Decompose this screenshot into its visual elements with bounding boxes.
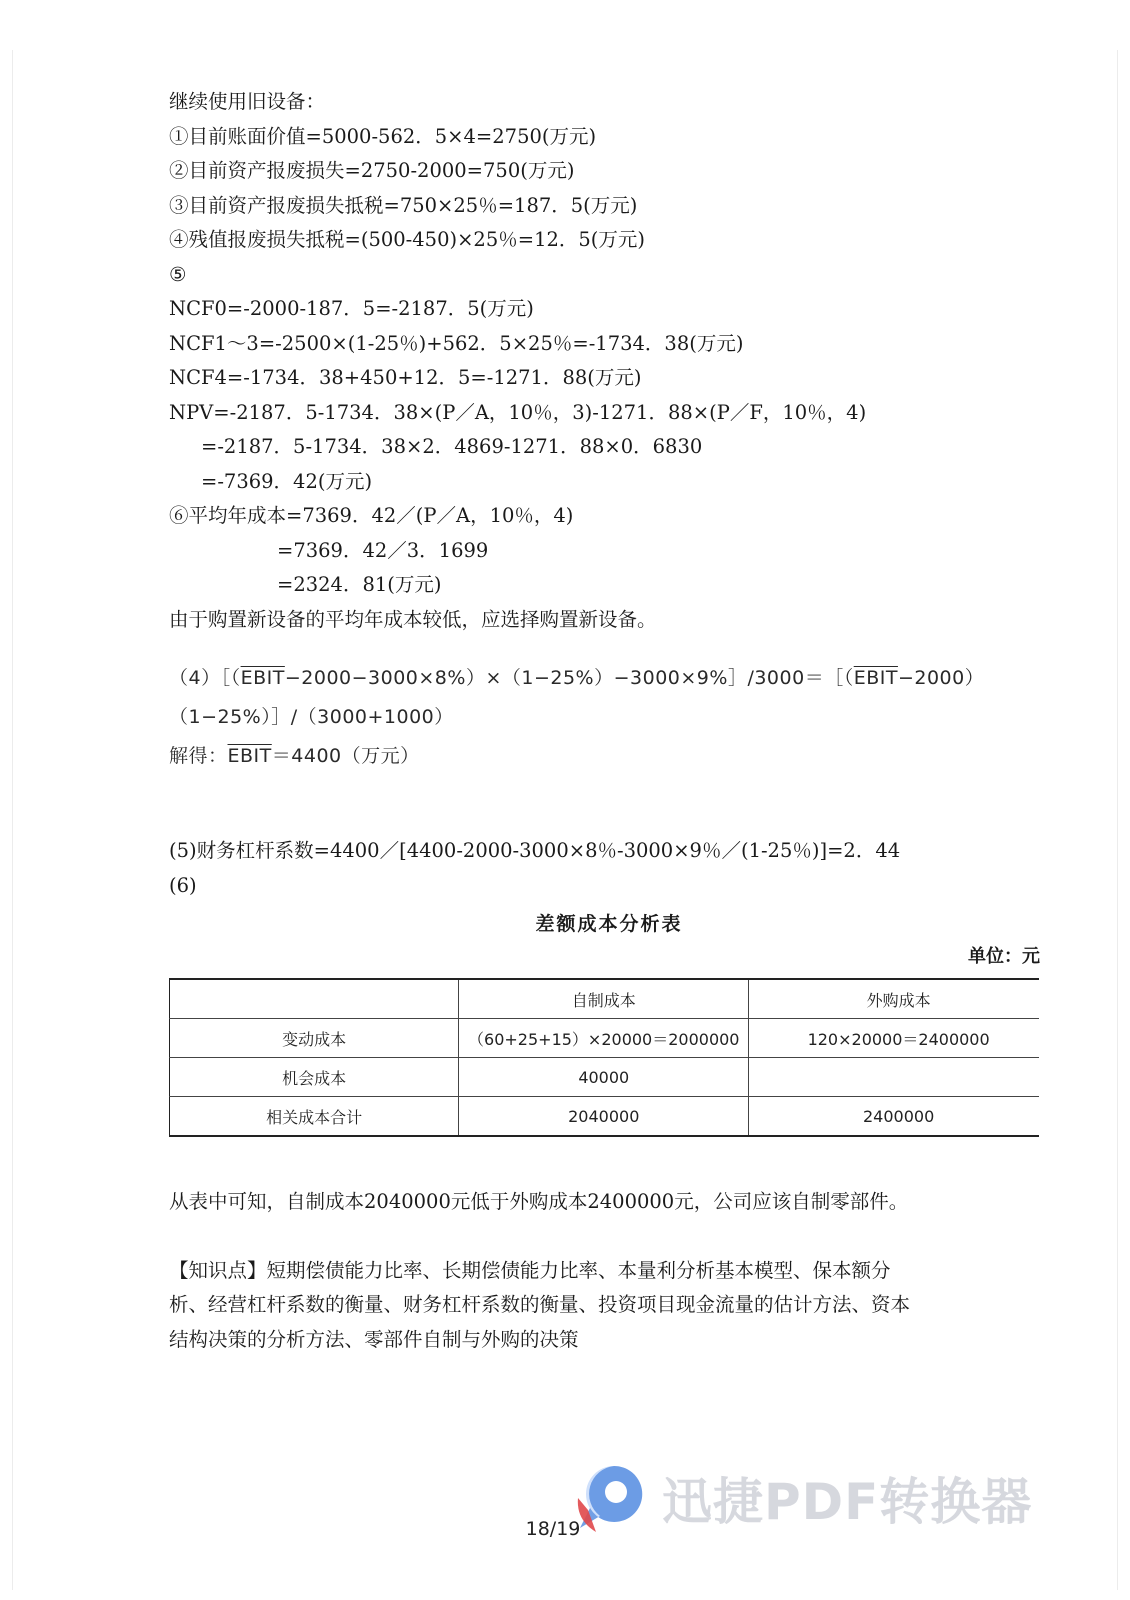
table-cell: 变动成本 (170, 1019, 459, 1058)
table-cell: （60+25+15）×20000＝2000000 (459, 1019, 749, 1058)
text-line: ④残值报废损失抵税=(500-450)×25％=12．5(万元) (169, 228, 646, 251)
text-line: (5)财务杠杆系数=4400／[4400-2000-3000×8％-3000×9％／(1-25％)]=2．44 (169, 839, 901, 862)
text-line: (6) (169, 873, 197, 897)
text-line: 继续使用旧设备： (169, 90, 326, 113)
table-row (170, 1097, 1040, 1137)
equation-line: 解得：EBIT＝4400（万元） (169, 745, 420, 767)
text-line: ②目前资产报废损失=2750-2000=750(万元) (169, 159, 575, 182)
table-row (170, 1058, 1040, 1097)
watermark-text: 迅捷PDF转换器 (662, 1473, 1033, 1531)
text-line: 由于购置新设备的平均年成本较低，应选择购置新设备。 (169, 607, 657, 631)
table-unit: 单位：元 (968, 946, 1040, 967)
text-line: =-2187．5-1734．38×2．4869-1271．88×0．6830 (201, 435, 703, 458)
table-cell: 机会成本 (170, 1058, 459, 1097)
table-cell (749, 1058, 1039, 1097)
equation-line: （1−25%）］/（3000+1000） (169, 706, 454, 728)
text-line: NCF4=-1734．38+450+12．5=-1271．88(万元) (169, 366, 642, 389)
text-line: ③目前资产报废损失抵税=750×25％=187．5(万元) (169, 193, 638, 217)
text-line: ⑥平均年成本=7369．42／(P／A，10％，4) (169, 504, 574, 527)
cost-table-wrapper (169, 978, 1039, 1137)
text-line: NCF1～3=-2500×(1-25％)+562．5×25％=-1734．38(万元) (169, 331, 744, 355)
text-line: =2324．81(万元) (277, 573, 442, 596)
table-cell: 2040000 (459, 1097, 749, 1137)
ebit-overline: EBIT (853, 667, 898, 689)
page-content (169, 85, 1049, 1357)
text-line: ①目前账面价值=5000-562．5×4=2750(万元) (169, 124, 597, 148)
table-row (170, 1019, 1040, 1058)
table-header-cell (170, 979, 459, 1019)
table-cell: 相关成本合计 (170, 1097, 459, 1137)
ebit-overline: EBIT (240, 667, 285, 689)
text-line: NCF0=-2000-187．5=-2187．5(万元) (169, 297, 534, 320)
table-cell: 40000 (459, 1058, 749, 1097)
table-cell: 120×20000＝2400000 (749, 1019, 1039, 1058)
table-cell: 2400000 (749, 1097, 1039, 1137)
page-number: 18/19 (525, 1518, 581, 1540)
text-line: ⑤ (169, 262, 187, 286)
table-header-cell: 外购成本 (749, 979, 1039, 1019)
table-header-row (170, 979, 1040, 1019)
knowledge-line: 结构决策的分析方法、零部件自制与外购的决策 (169, 1327, 579, 1351)
text-line: =7369．42／3．1699 (277, 538, 489, 562)
cost-analysis-table (169, 978, 1039, 1137)
ebit-overline: EBIT (227, 745, 272, 767)
knowledge-line: 【知识点】短期偿债能力比率、长期偿债能力比率、本量利分析基本模型、保本额分 (169, 1258, 891, 1282)
text-line: =-7369．42(万元) (201, 469, 373, 493)
table-header-cell: 自制成本 (459, 979, 749, 1019)
text-line: NPV=-2187．5-1734．38×(P／A，10％，3)-1271．88×(P／F，10％，4) (169, 400, 867, 424)
knowledge-line: 析、经营杠杆系数的衡量、财务杠杆系数的衡量、投资项目现金流量的估计方法、资本 (169, 1293, 911, 1316)
table-title: 差额成本分析表 (535, 913, 683, 935)
conclusion-text: 从表中可知，自制成本2040000元低于外购成本2400000元，公司应该自制零部件。 (169, 1190, 909, 1213)
equation-line: （4）［（EBIT−2000−3000×8%）×（1−25%）−3000×9%］/3000＝［（EBIT−2000） (169, 667, 985, 689)
